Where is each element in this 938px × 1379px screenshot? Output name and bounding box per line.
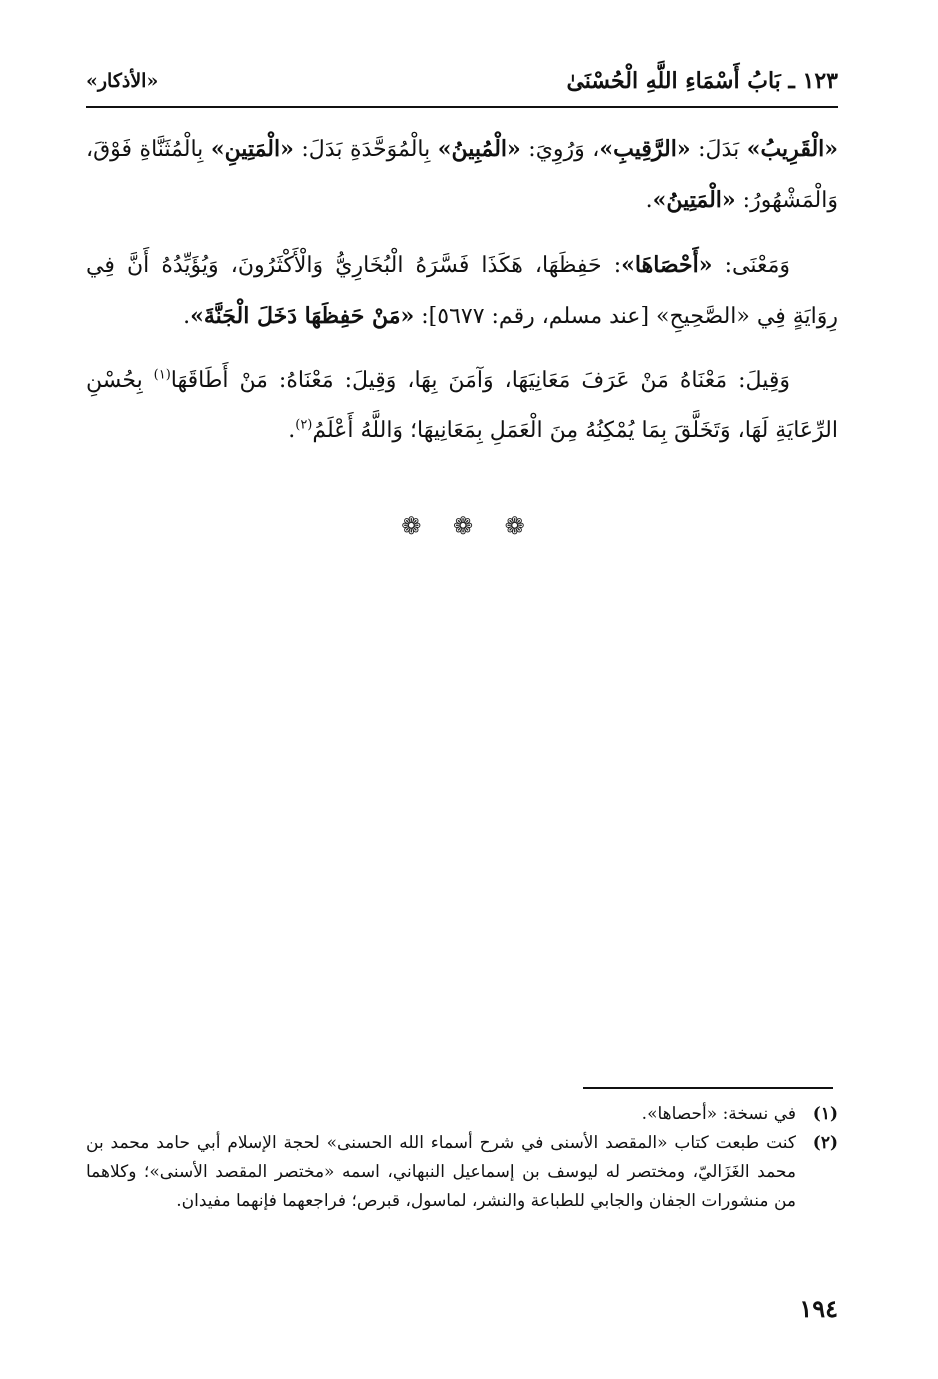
text-run: . — [645, 188, 653, 213]
book-title: «الأذكار» — [86, 70, 159, 92]
text-run: بَدَلَ: — [690, 137, 747, 162]
footnote-2 — [86, 1129, 838, 1216]
text-run: . — [288, 418, 296, 443]
text-run: ، وَرُوِيَ: — [520, 137, 600, 162]
text-run: : حَفِظَهَا، هَكَذَا فَسَّرَهُ الْبُخَارِيُّ وَالْأَكْثَرُونَ، وَيُؤَيِّدُهُ أَنَّ فِي رِوَايَةٍ فِي «الصَّحِيحِ» [عند مسلم، رقم: ٥٦٧٧]: — [86, 253, 838, 329]
footnotes — [86, 1100, 838, 1216]
footnote-text: كنت طبعت كتاب «المقصد الأسنى في شرح أسماء الله الحسنى» لحجة الإسلام أبي حامد محمد بن محمد الغَزَاليّ، ومختصر له ليوسف بن إسماعيل النبهاني، اسمه «مختصر المقصد الأسنى»؛ وكلاهما من منشورات الجفان والجابي للطباعة والنشر، لماسول، قبرص؛ فراجعهما فإنهما مفيدان. — [86, 1133, 796, 1211]
text-run: وَمَعْنَى: — [712, 253, 790, 278]
footnote-1 — [86, 1100, 838, 1129]
section-ornament: ❁ ❁ ❁ — [401, 512, 537, 540]
footnote-number: (١) — [812, 1104, 838, 1124]
footnote-marker-2[interactable]: (٢) — [295, 417, 313, 433]
footnote-number: (٢) — [812, 1133, 838, 1153]
page-number: ١٩٤ — [799, 1294, 838, 1323]
running-header — [86, 60, 838, 100]
quoted-term: «أَحْصَاهَا» — [621, 252, 713, 278]
paragraph-2 — [86, 240, 838, 342]
header-divider — [86, 106, 838, 108]
paragraph-3 — [86, 356, 838, 456]
footnote-divider — [583, 1087, 833, 1089]
text-run: بِالْمُوَحَّدَةِ بَدَلَ: — [293, 137, 438, 162]
quoted-term: «الْقَرِيبُ» — [746, 136, 839, 162]
text-run: وَقِيلَ: مَعْنَاهُ مَنْ عَرَفَ مَعَانِيَهَا، وَآمَنَ بِهَا، وَقِيلَ: مَعْنَاهُ: مَنْ أَطَاقَهَا — [170, 368, 790, 393]
quoted-term: «الْمَتِينِ» — [210, 136, 294, 162]
paragraph-1 — [86, 124, 838, 226]
text-run: بِالْمُثَنَّاةِ فَوْقَ، وَالْمَشْهُورُ: — [86, 137, 838, 213]
footnote-text: في نسخة: «أحصاها». — [641, 1104, 796, 1124]
text-run: بِحُسْنِ الرِّعَايَةِ لَهَا، وَتَخَلَّقَ بِمَا يُمْكِنُهُ مِنَ الْعَمَلِ بِمَعَانِيهَا؛ وَاللَّهُ أَعْلَمُ — [86, 368, 838, 443]
footnote-marker-1[interactable]: (١) — [153, 367, 171, 383]
quoted-hadith: «مَنْ حَفِظَهَا دَخَلَ الْجَنَّةَ» — [190, 303, 415, 329]
quoted-term: «الرَّقِيبِ» — [599, 136, 691, 162]
text-run: . — [183, 304, 191, 329]
chapter-title: ١٢٣ ـ بَابُ أَسْمَاءِ اللَّهِ الْحُسْنَىٰ — [566, 68, 838, 94]
quoted-term: «الْمُبِينُ» — [437, 136, 521, 162]
main-text — [86, 124, 838, 470]
quoted-term: «الْمَتِينُ» — [652, 187, 736, 213]
